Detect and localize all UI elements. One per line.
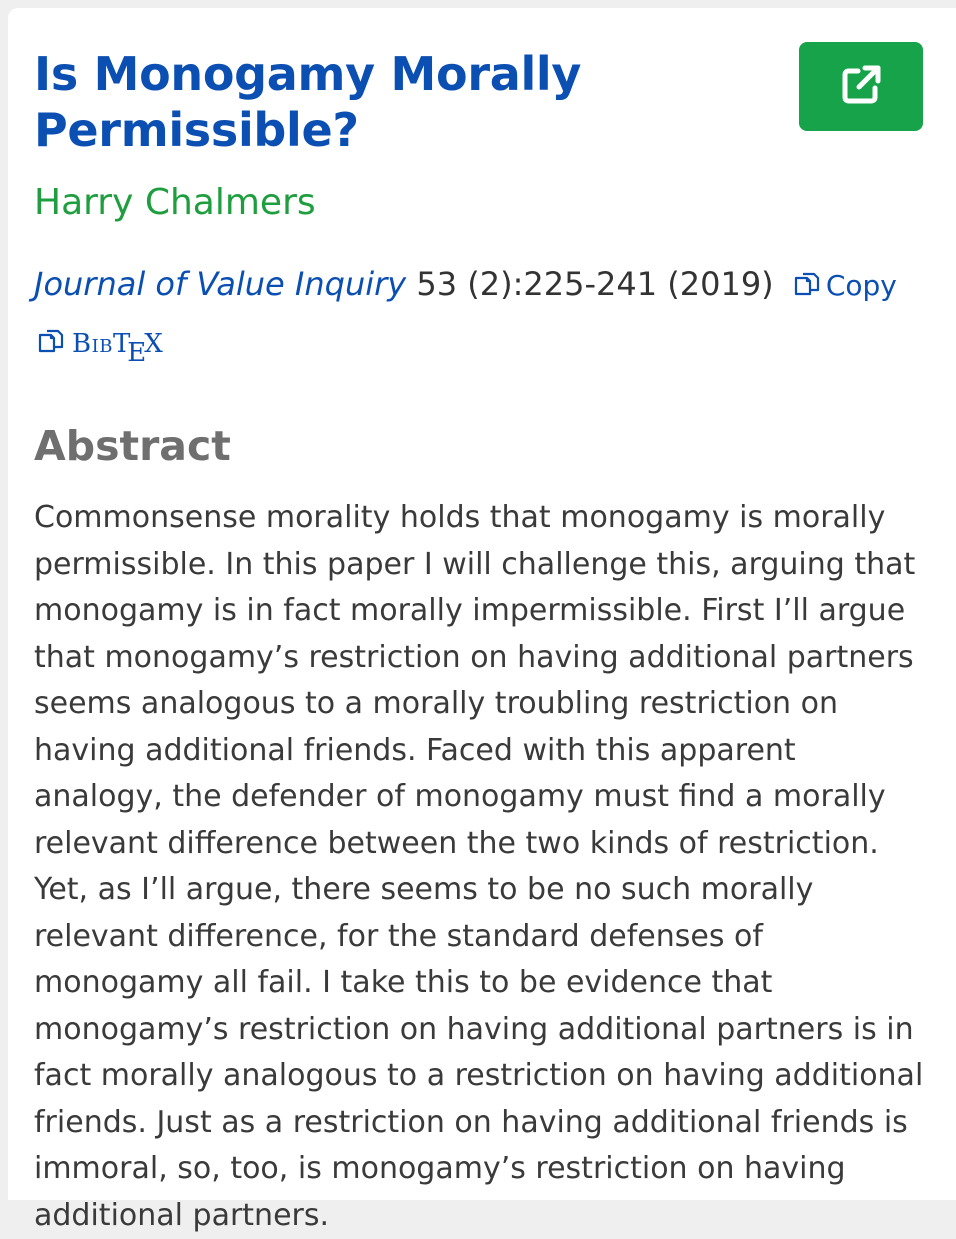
copy-icon bbox=[794, 272, 822, 298]
paper-card bbox=[8, 8, 956, 1233]
abstract-heading: Abstract bbox=[34, 422, 231, 470]
bibtex-button[interactable] bbox=[38, 324, 163, 368]
copy-label: Copy bbox=[825, 269, 897, 302]
copy-citation-button[interactable] bbox=[794, 269, 897, 302]
journal-link[interactable]: Journal of Value Inquiry bbox=[34, 265, 407, 303]
citation-line bbox=[34, 262, 897, 308]
external-link-button[interactable] bbox=[799, 42, 923, 131]
paper-title[interactable]: Is Monogamy Morally Permissible? bbox=[34, 47, 582, 157]
bibtex-label: BibTEX bbox=[72, 329, 163, 368]
external-link-icon bbox=[836, 60, 886, 114]
abstract-text: Commonsense morality holds that monogamy is morally permissible. In this paper I will challenge this, arguing that monogamy is in fact morally impermissible. First I’ll argue that monogamy’s restriction on having additional partners seems analogous to a morally troubling restriction on having additional friends. Faced with this apparent analogy, the defender of monogamy must find a morally relevant difference between the two kinds of restriction. Yet, as I’ll argue, there seems to be no such morally relevant difference, for the standard defenses of monogamy all fail. I take this to be evidence that monogamy’s restriction on having additional partners is in fact morally analogous to a restriction on having additional friends. Just as a restriction on having additional friends is immoral, so, too, is monogamy’s restriction on having additional partners. bbox=[34, 500, 924, 1233]
citation-details: 53 (2):225-241 (2019) bbox=[416, 265, 774, 303]
author-name[interactable]: Harry Chalmers bbox=[34, 182, 316, 223]
copy-icon bbox=[38, 329, 66, 355]
